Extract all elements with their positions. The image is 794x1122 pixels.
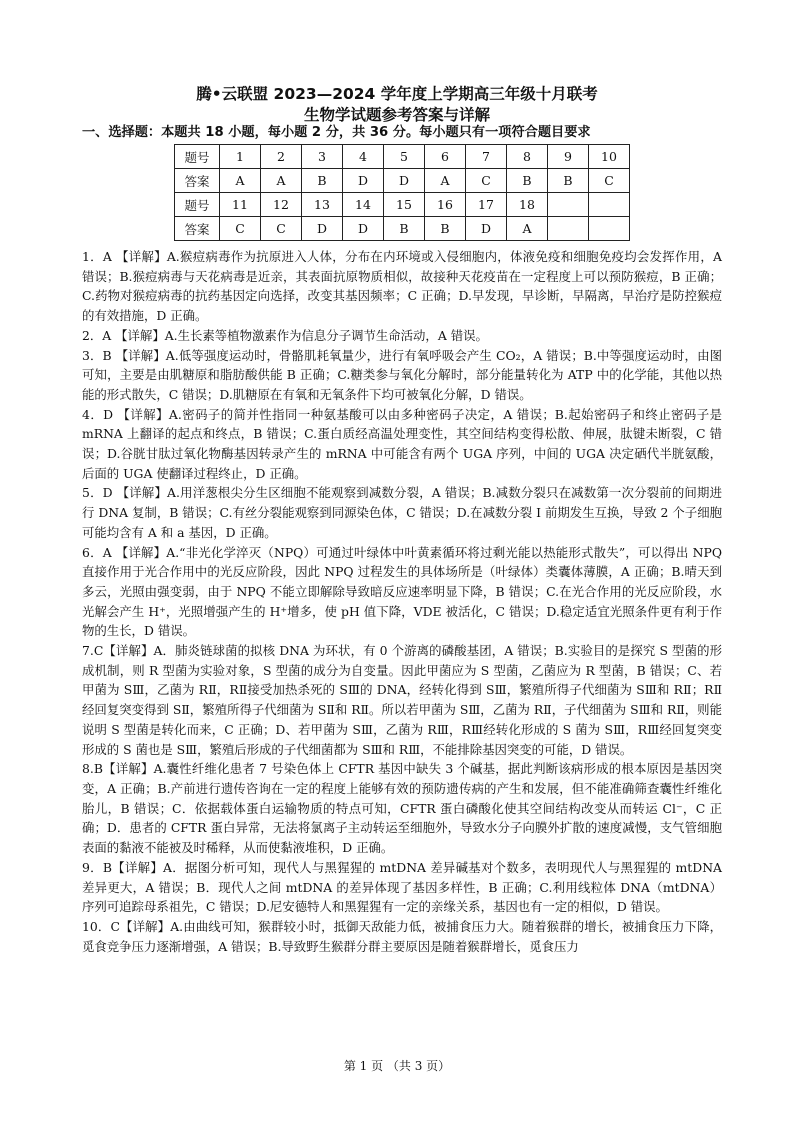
answer-cell: B [302, 169, 343, 193]
question-number: 10 [589, 145, 630, 169]
question-number [589, 193, 630, 217]
table-row [175, 217, 630, 241]
answer-cell: B [425, 217, 466, 241]
row-label: 题号 [175, 145, 220, 169]
explanation-10: 10．C【详解】A.由曲线可知，猴群较小时，抵御天敌能力低，被捕食压力大。随着猴群的增长，被捕食压力下降，觅食竞争压力逐渐增强，A 错误；B.导致野生猴群分群主要原因是随着猴群增长，觅食压力 [82, 918, 722, 954]
question-number: 12 [261, 193, 302, 217]
answer-cell: D [343, 217, 384, 241]
question-number: 13 [302, 193, 343, 217]
explanation-7: 7.C【详解】A．肺炎链球菌的拟核 DNA 为环状，有 0 个游离的磷酸基团，A 错误；B.实验目的是探究 S 型菌的形成机制，则 R 型菌为实验对象，S 型菌的成分为自变量。因此甲菌应为 S 型菌，乙菌应为 R 型菌，B 错误；C、若甲菌为 SⅢ，乙菌为 RⅡ，RⅡ接受加热杀死的 SⅢ的 DNA，经转化得到 SⅢ，繁殖所得子代细菌为 SⅢ和 RⅡ；RⅡ经回复突变得到 SⅡ，繁殖所得子代细菌为 SⅡ和 RⅡ。所以若甲菌为 SⅢ，乙菌为 RⅡ，子代细菌为 SⅢ和 RⅡ，则能说明 S 型菌是转化而来，C 正确；D、若甲菌为 SⅢ，乙菌为 RⅢ，RⅢ经转化形成的 S 菌为 SⅢ，RⅢ经回复突变形成的 S 菌也是 SⅢ，繁殖后形成的子代细菌都为 SⅢ和 RⅢ，不能排除基因突变的可能，D 错误。 [82, 643, 722, 757]
answer-cell: C [589, 169, 630, 193]
explanations [82, 247, 722, 956]
explanation-4: 4．D 【详解】A.密码子的简并性指同一种氨基酸可以由多种密码子决定，A 错误；B.起始密码子和终止密码子是 mRNA 上翻译的起点和终点，B 错误；C.蛋白质经高温处理变性，其空间结构变得松散、伸展，肽键未断裂，C 错误；D.谷胱甘肽过氧化物酶基因转录产生的 mRNA 中可能含有两个 UGA 序列，中间的 UGA 决定硒代半胱氨酸，后面的 UGA 使翻译过程终止，D 正确。 [82, 406, 722, 481]
question-number: 14 [343, 193, 384, 217]
answer-cell: B [548, 169, 589, 193]
answer-cell: A [507, 217, 548, 241]
question-number: 6 [425, 145, 466, 169]
row-label: 答案 [175, 217, 220, 241]
question-number: 5 [384, 145, 425, 169]
explanation-8: 8.B【详解】A.囊性纤维化患者 7 号染色体上 CFTR 基因中缺失 3 个碱基，据此判断该病形成的根本原因是基因突变，A 正确；B.产前进行遗传咨询在一定的程度上能够有效的预防遗传病的产生和发展，但不能准确筛查囊性纤维化胎儿，B 错误；C．依据载体蛋白运输物质的特点可知，CFTR 蛋白磷酸化使其空间结构改变从而转运 Cl⁻，C 正确；D．患者的 CFTR 蛋白异常，无法将氯离子主动转运至细胞外，导致水分子向膜外扩散的速度减慢，支气管细胞表面的黏液不能被及时稀释，从而使黏液堆积，D 正确。 [82, 761, 722, 856]
question-number: 17 [466, 193, 507, 217]
question-number: 8 [507, 145, 548, 169]
question-number: 1 [220, 145, 261, 169]
answer-cell: C [220, 217, 261, 241]
answer-cell: A [220, 169, 261, 193]
question-number: 15 [384, 193, 425, 217]
question-number: 7 [466, 145, 507, 169]
answer-cell: C [261, 217, 302, 241]
page-footer: 第 1 页 （共 3 页） [343, 1059, 451, 1073]
explanation-5: 5．D 【详解】A.用洋葱根尖分生区细胞不能观察到减数分裂，A 错误；B.减数分裂只在减数第一次分裂前的间期进行 DNA 复制，B 错误；C.有丝分裂能观察到同源染色体，C 错误；D.在减数分裂 Ⅰ 前期发生互换，导致 2 个子细胞可能均含有 A 和 a 基因，D 正确。 [82, 485, 722, 540]
answer-cell: A [261, 169, 302, 193]
answer-cell: D [302, 217, 343, 241]
row-label: 答案 [175, 169, 220, 193]
explanation-6: 6．A 【详解】A.“非光化学淬灭（NPQ）可通过叶绿体中叶黄素循环将过剩光能以热能形式散失”，可以得出 NPQ 直接作用于光合作用中的光反应阶段，因此 NPQ 过程发生的具体场所是（叶绿体）类囊体薄膜，A 正确；B.晴天到多云，光照由强变弱，由于 NPQ 不能立即解除导致暗反应速率明显下降，B 错误；C.在光合作用的光反应阶段，水光解会产生 H⁺，光照增强产生的 H⁺增多，使 pH 值下降，VDE 被活化，C 错误；D.稳定适宜光照条件更有利于作物的生长，D 错误。 [82, 544, 722, 639]
answer-table [174, 144, 630, 241]
table-row [175, 145, 630, 169]
section-heading: 一、选择题：本题共 18 小题，每小题 2 分，共 36 分。每小题只有一项符合题目要求 [82, 125, 591, 140]
explanation-1: 1．A 【详解】A.猴痘病毒作为抗原进入人体，分布在内环境或入侵细胞内，体液免疫和细胞免疫均会发挥作用，A 错误；B.猴痘病毒与天花病毒是近亲，其表面抗原物质相似，故接种天花疫苗在一定程度上可以预防猴痘，B 正确；C.药物对猴痘病毒的抗药基因定向选择，改变其基因频率；C 正确；D.早发现，早诊断，早隔离，早治疗是防控猴痘的有效措施，D 正确。 [82, 249, 722, 324]
answer-cell: B [507, 169, 548, 193]
question-number [548, 193, 589, 217]
question-number: 4 [343, 145, 384, 169]
question-number: 11 [220, 193, 261, 217]
explanation-2: 2．A 【详解】A.生长素等植物激素作为信息分子调节生命活动，A 错误。 [82, 327, 488, 343]
answer-cell [548, 217, 589, 241]
answer-cell: D [384, 169, 425, 193]
table-row [175, 193, 630, 217]
question-number: 9 [548, 145, 589, 169]
question-number: 16 [425, 193, 466, 217]
page-title: 腾•云联盟 2023—2024 学年度上学期高三年级十月联考 [196, 85, 598, 103]
explanation-3: 3．B 【详解】A.低等强度运动时，骨骼肌耗氧量少，进行有氧呼吸会产生 CO₂，A 错误；B.中等强度运动时，由图可知，主要是由肌糖原和脂肪酸供能 B 正确；C.糖类参与氧化分解时，部分能量转化为 ATP 中的化学能，其他以热能的形式散失，C 错误；D.肌糖原在有氧和无氧条件下均可被氧化分解，D 错误。 [82, 347, 722, 402]
table-row [175, 169, 630, 193]
answer-cell: C [466, 169, 507, 193]
question-number: 18 [507, 193, 548, 217]
row-label: 题号 [175, 193, 220, 217]
question-number: 2 [261, 145, 302, 169]
answer-cell: D [466, 217, 507, 241]
explanation-9: 9．B【详解】A．据图分析可知，现代人与黑猩猩的 mtDNA 差异碱基对个数多，表明现代人与黑猩猩的 mtDNA 差异更大，A 错误；B．现代人之间 mtDNA 的差异体现了基因多样性，B 正确；C.利用线粒体 DNA（mtDNA）序列可追踪母系祖先，C 错误；D.尼安德特人和黑猩猩有一定的亲缘关系，基因也有一定的相似，D 错误。 [82, 859, 722, 915]
page-subtitle: 生物学试题参考答案与详解 [303, 106, 490, 124]
answer-cell [589, 217, 630, 241]
answer-cell: B [384, 217, 425, 241]
answer-cell: A [425, 169, 466, 193]
question-number: 3 [302, 145, 343, 169]
answer-cell: D [343, 169, 384, 193]
